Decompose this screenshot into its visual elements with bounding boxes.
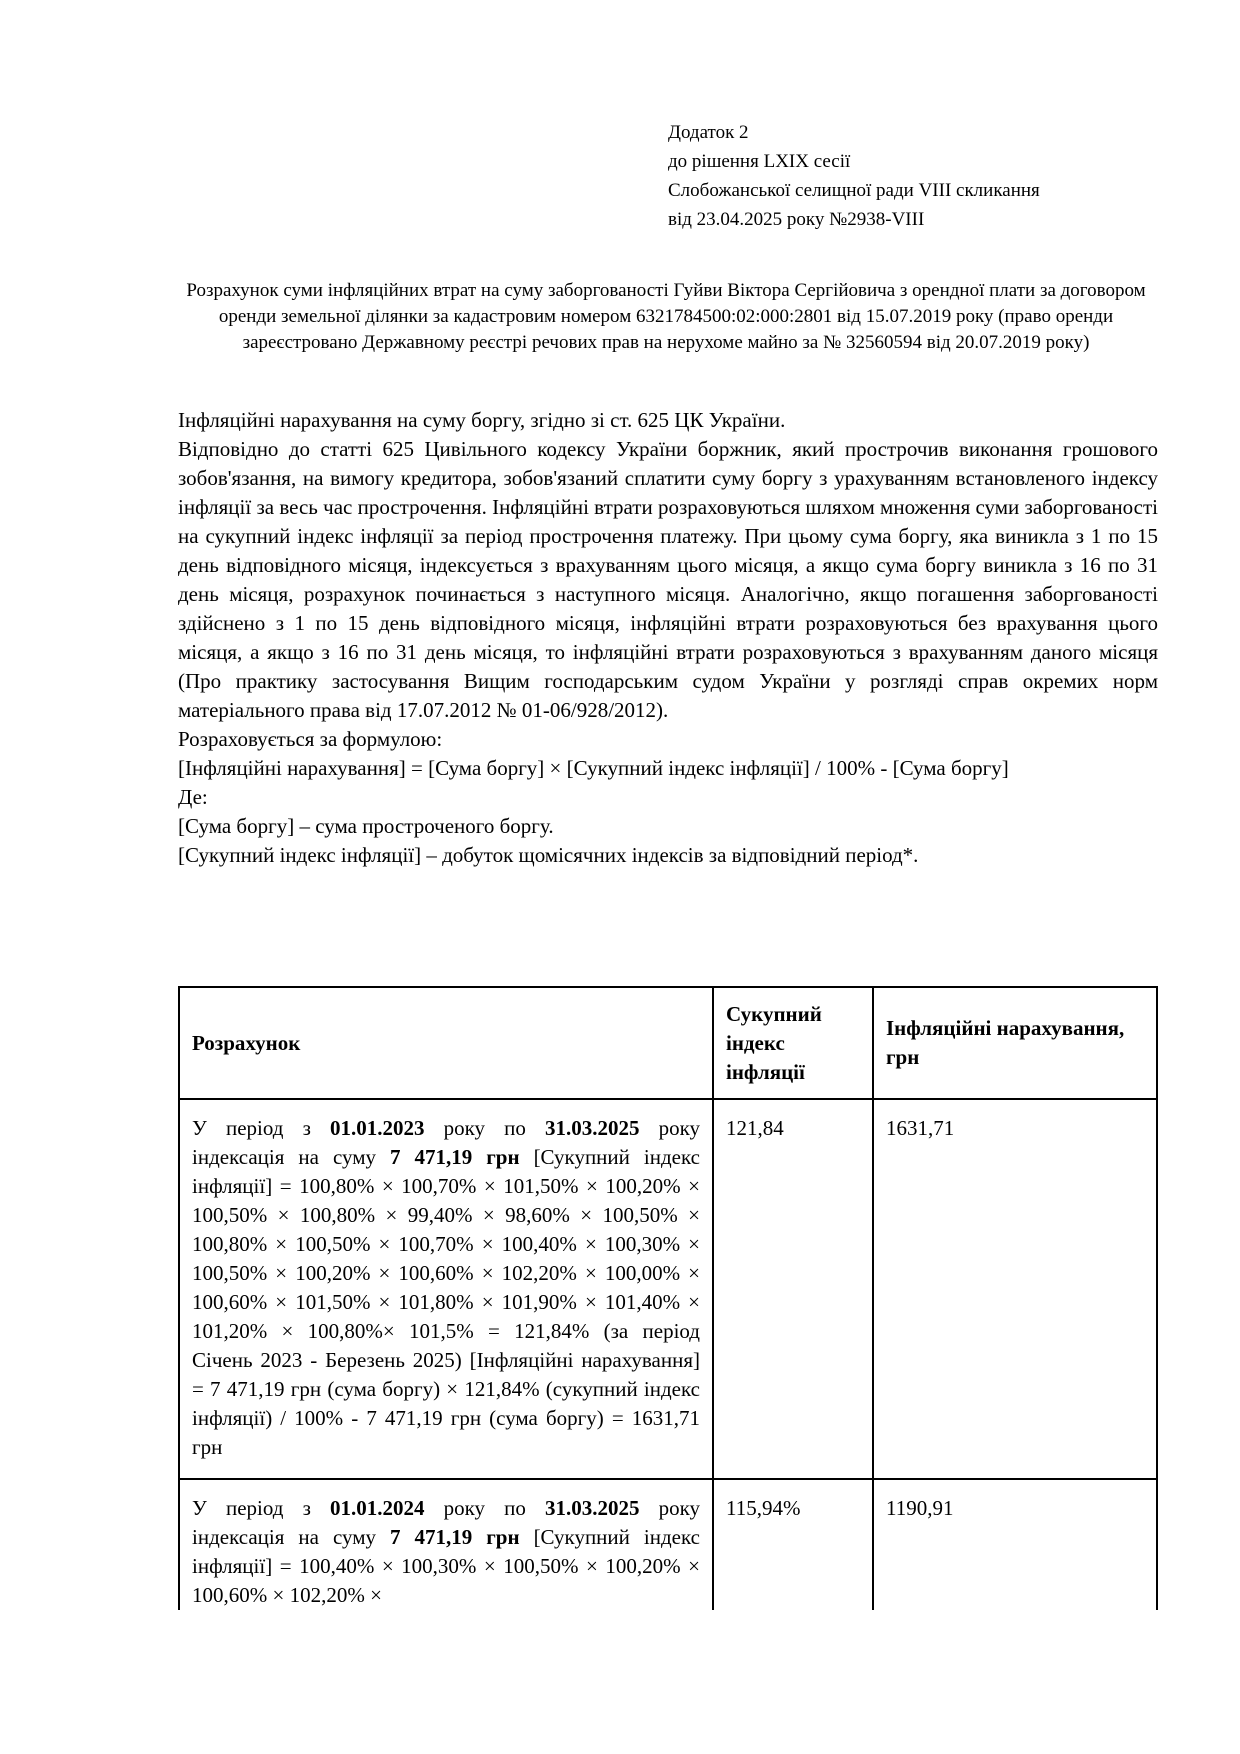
date-from: 01.01.2024 bbox=[329, 1496, 425, 1520]
period-suffix: року індексація на суму bbox=[192, 1496, 701, 1549]
annex-block bbox=[668, 118, 1040, 234]
period-suffix: року індексація на суму bbox=[192, 1116, 701, 1169]
index-cell: 115,94% bbox=[713, 1479, 873, 1610]
annex-line-4: від 23.04.2025 року №2938-VIII bbox=[668, 209, 925, 230]
body-text bbox=[178, 406, 1158, 870]
where-label: Де: bbox=[178, 785, 208, 809]
definition-index: [Сукупний індекс інфляції] – добуток щомісячних індексів за відповідний період*. bbox=[178, 843, 919, 867]
date-to: 31.03.2025 bbox=[544, 1116, 640, 1140]
debt-amount: 7 471,19 грн bbox=[390, 1145, 520, 1169]
period-prefix: У період з bbox=[192, 1116, 330, 1140]
section-heading: Інфляційні нарахування на суму боргу, згідно зі ст. 625 ЦК України. bbox=[178, 408, 786, 432]
header-accrual: Інфляційні нарахування, грн bbox=[873, 987, 1157, 1099]
period-middle: року по bbox=[424, 1116, 545, 1140]
table-row bbox=[179, 1099, 1157, 1479]
accrual-cell: 1190,91 bbox=[873, 1479, 1157, 1610]
period-middle: року по bbox=[424, 1496, 545, 1520]
table-header-row bbox=[179, 987, 1157, 1099]
formula-intro: Розраховується за формулою: bbox=[178, 727, 443, 751]
calculation-cell bbox=[179, 1479, 713, 1610]
calculation-table bbox=[178, 986, 1158, 1610]
debt-amount: 7 471,19 грн bbox=[390, 1525, 520, 1549]
accrual-cell: 1631,71 bbox=[873, 1099, 1157, 1479]
index-cell: 121,84 bbox=[713, 1099, 873, 1479]
calculation-details: [Сукупний індекс інфляції] = 100,80% × 100,70% × 101,50% × 100,20% × 100,50% × 100,80% × 99,40% × 98,60% × 100,50% × 100,80% × 100,50% × 100,70% × 100,40% × 100,30% × 100,50% × 100,20% × 100,60% × 102,20% × 100,00% × 100,60% × 101,50% × 101,80% × 101,90% × 101,40% × 101,20% × 100,80%× 101,5% = 121,84% (за період Січень 2023 - Березень 2025) [Інфляційні нарахування] = 7 471,19 грн (сума боргу) × 121,84% (сукупний індекс інфляції) / 100% - 7 471,19 грн (сума боргу) = 1631,71 грн bbox=[192, 1145, 700, 1459]
table-row bbox=[179, 1479, 1157, 1610]
formula: [Інфляційні нарахування] = [Сума боргу] × [Сукупний індекс інфляції] / 100% - [Сума боргу] bbox=[178, 756, 1009, 780]
calculation-cell bbox=[179, 1099, 713, 1479]
header-index: Сукупний індекс інфляції bbox=[713, 987, 873, 1099]
annex-line-3: Слобожанської селищної ради VIII скликання bbox=[668, 180, 1040, 201]
calculation-details: [Сукупний індекс інфляції] = 100,40% × 100,30% × 100,50% × 100,20% × 100,60% × 102,20% × bbox=[192, 1525, 700, 1607]
header-calculation: Розрахунок bbox=[179, 987, 713, 1099]
document-title: Розрахунок суми інфляційних втрат на суму заборгованості Гуйви Віктора Сергійовича з орендної плати за договором оренди земельної ділянки за кадастровим номером 6321784500:02:000:2801 від 15.07.2019 року (право оренди зареєстровано Державному реєстрі речових прав на нерухоме майно за № 32560594 від 20.07.2019 року) bbox=[186, 280, 1146, 353]
annex-line-1: Додаток 2 bbox=[668, 122, 749, 143]
explanation-paragraph: Відповідно до статті 625 Цивільного кодексу України боржник, який прострочив виконання грошового зобов'язання, на вимогу кредитора, зобов'язаний сплатити суму боргу з урахуванням встановленого індексу інфляції за весь час прострочення. Інфляційні втрати розраховуються шляхом множення суми заборгованості на сукупний індекс інфляції за період прострочення платежу. При цьому сума боргу, яка виникла з 1 по 15 день відповідного місяця, індексується з врахуванням цього місяця, а якщо сума боргу виникла з 16 по 31 день місяця, розрахунок починається з наступного місяця. Аналогічно, якщо погашення заборгованості здійснено з 1 по 15 день відповідного місяця, інфляційні втрати розраховуються без врахування цього місяця, а якщо з 16 по 31 день місяця, то інфляційні втрати розраховуються з врахуванням даного місяця (Про практику застосування Вищим господарським судом України у розгляді справ окремих норм матеріального права від 17.07.2012 № 01-06/928/2012). bbox=[178, 437, 1158, 722]
period-prefix: У період з bbox=[192, 1496, 330, 1520]
annex-line-2: до рішення LXIX сесії bbox=[668, 151, 851, 172]
date-from: 01.01.2023 bbox=[329, 1116, 425, 1140]
definition-debt: [Сума боргу] – сума простроченого боргу. bbox=[178, 814, 554, 838]
date-to: 31.03.2025 bbox=[544, 1496, 640, 1520]
